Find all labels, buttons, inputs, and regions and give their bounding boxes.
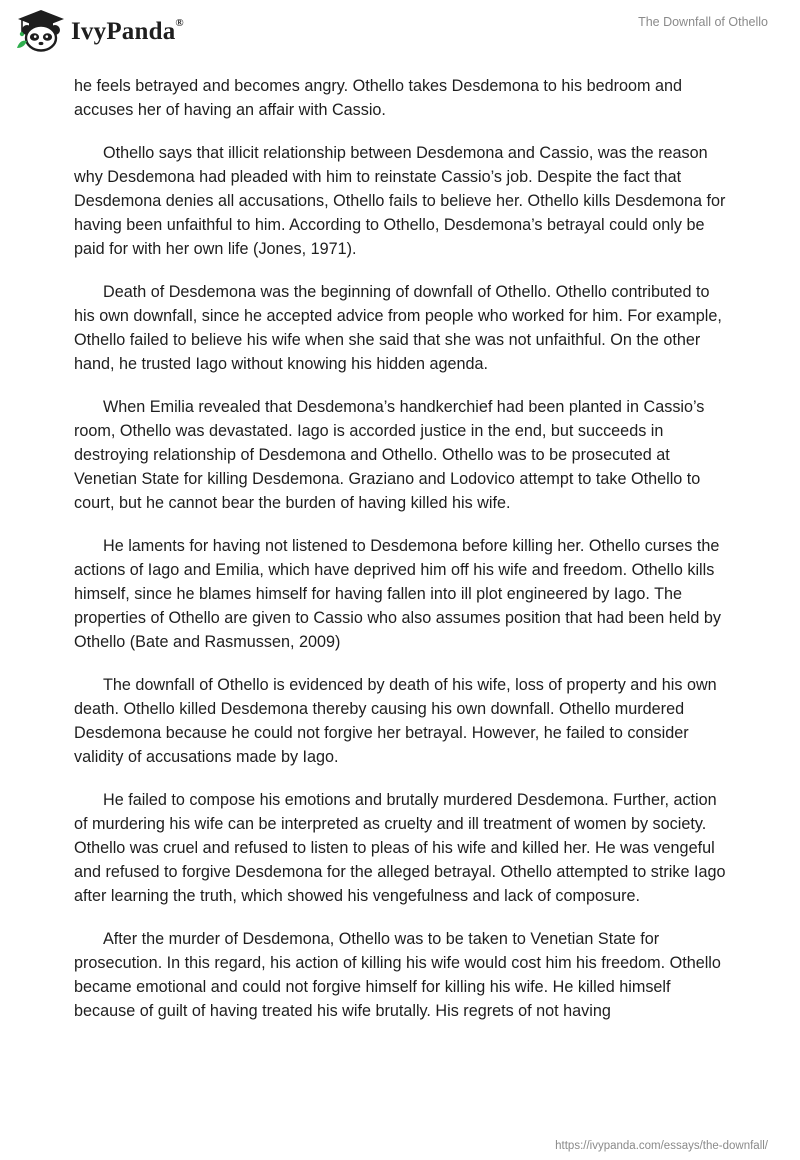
essay-body — [74, 74, 734, 1042]
panda-graduation-cap-icon — [14, 8, 66, 52]
paragraph: The downfall of Othello is evidenced by death of his wife, loss of property and his own death. Othello killed Desdemona thereby causing his own downfall. Othello murdered Desdemona because he could not forgive her betrayal. However, he failed to consider validity of accusations made by Iago. — [74, 676, 717, 766]
registered-mark: ® — [175, 16, 184, 29]
paragraph: He laments for having not listened to Desdemona before killing her. Othello curses the actions of Iago and Emilia, which have deprived him off his wife and freedom. Othello kills himself, since he blames himself for having fallen into ill plot engineered by Iago. The properties of Othello are given to Cassio who also assumes position that had been held by Othello (Bate and Rasmussen, 2009) — [74, 537, 721, 651]
document-title: The Downfall of Othello — [638, 15, 768, 29]
source-url[interactable]: https://ivypanda.com/essays/the-downfall/ — [555, 1140, 768, 1152]
paragraph: Death of Desdemona was the beginning of downfall of Othello. Othello contributed to his own downfall, since he accepted advice from people who worked for him. For example, Othello failed to believe his wife when she said that she was not unfaithful. On the other hand, he trusted Iago without knowing his hidden agenda. — [74, 283, 722, 373]
brand-name: IvyPanda® — [71, 16, 184, 45]
paragraph: He failed to compose his emotions and brutally murdered Desdemona. Further, action of murdering his wife can be interpreted as cruelty and ill treatment of women by society. Othello was cruel and refused to listen to pleas of his wife and killed her. He was vengeful and refused to forgive Desdemona for the alleged betrayal. Othello attempted to strike Iago after learning the truth, which showed his vengefulness and lack of composure. — [74, 791, 726, 905]
paragraph: After the murder of Desdemona, Othello was to be taken to Venetian State for prosecution. In this regard, his action of killing his wife would cost him his freedom. Othello became emotional and could not forgive himself for killing his wife. He killed himself because of guilt of having treated his wife brutally. His regrets of not having — [74, 930, 721, 1020]
page-header — [0, 0, 800, 70]
paragraph: Othello says that illicit relationship between Desdemona and Cassio, was the reason why Desdemona had pleaded with him to reinstate Cassio’s job. Despite the fact that Desdemona denies all accusations, Othello fails to believe her. Othello kills Desdemona for having been unfaithful to him. According to Othello, Desdemona’s betrayal could only be paid for with her own life (Jones, 1971). — [74, 144, 726, 258]
paragraph: he feels betrayed and becomes angry. Othello takes Desdemona to his bedroom and accuses her of having an affair with Cassio. — [74, 77, 682, 119]
paragraph: When Emilia revealed that Desdemona’s handkerchief had been planted in Cassio’s room, Othello was devastated. Iago is accorded justice in the end, but succeeds in destroying relationship of Desdemona and Othello. Othello was to be prosecuted at Venetian State for killing Desdemona. Graziano and Lodovico attempt to take Othello to court, but he cannot bear the burden of having killed his wife. — [74, 398, 705, 512]
ivypanda-logo[interactable] — [14, 8, 184, 52]
